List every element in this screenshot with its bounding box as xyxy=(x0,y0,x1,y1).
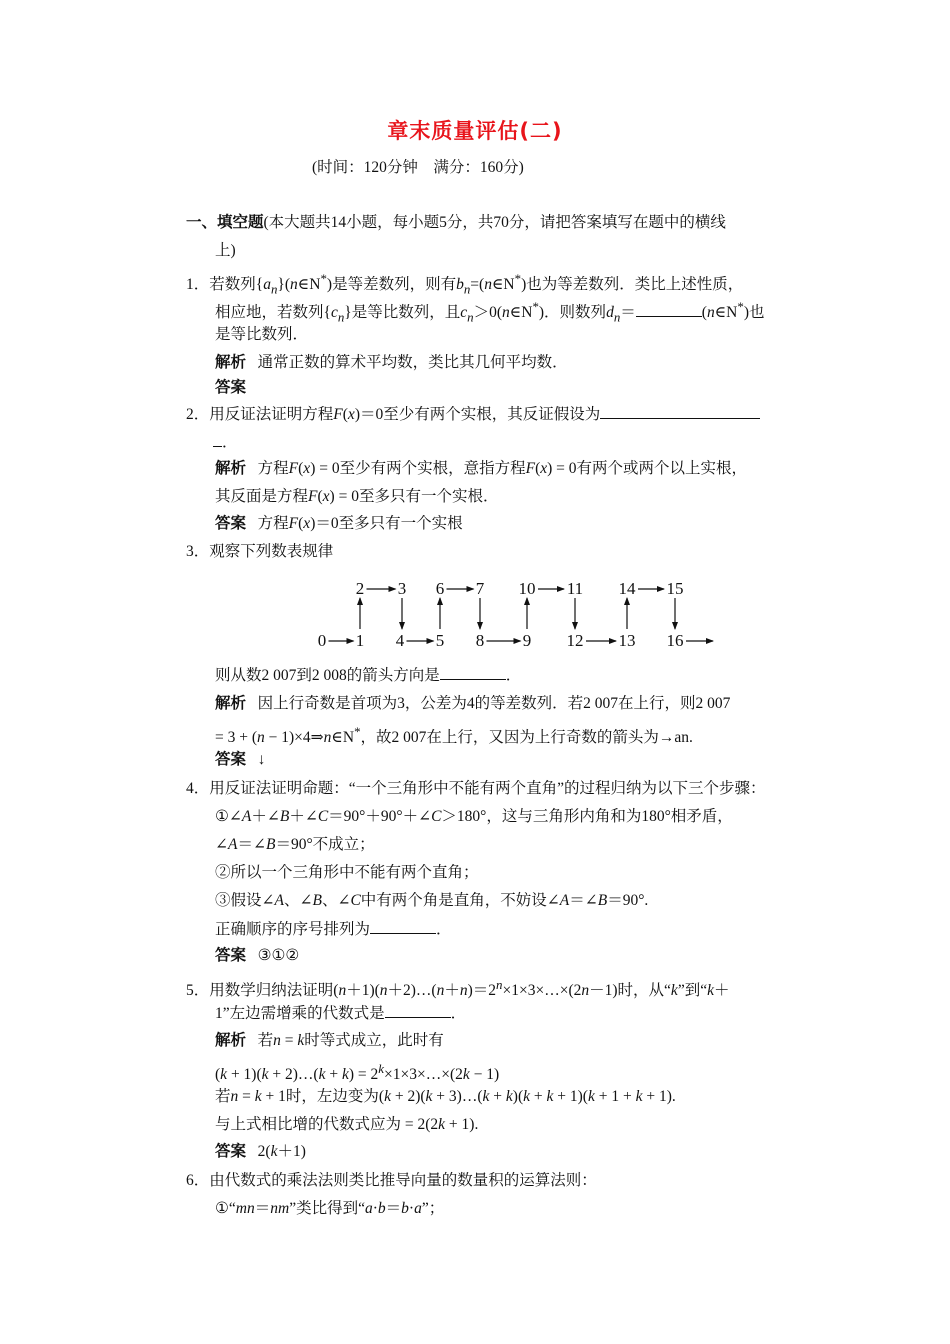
q3-line1: 3．观察下列数表规律 xyxy=(186,543,334,560)
q3-analysis-1: 解析 因上行奇数是首项为3，公差为4的等差数列．若2 007在上行，则2 007 xyxy=(215,695,731,712)
q6-line2: ①“mn＝nm”类比得到“a·b＝b·a”； xyxy=(215,1200,445,1217)
q2-answer: 答案 方程F(x)＝0至多只有一个实根 xyxy=(215,515,463,532)
diagram-number-bottom: 16 xyxy=(666,631,684,650)
diagram-number-bottom: 12 xyxy=(566,631,584,650)
q1-line3: 是等比数列． xyxy=(215,326,309,343)
q5-analysis-4: 与上式相比增的代数式应为 = 2(2k + 1). xyxy=(215,1116,479,1133)
answer-blank xyxy=(370,919,436,934)
diagram-number-bottom: 13 xyxy=(618,631,636,650)
q5-answer: 答案 2(k＋1) xyxy=(215,1143,306,1160)
q3-analysis-2: = 3 + (n − 1)×4⇒n∈N*，故2 007在上行，又因为上行奇数的箭头为→an. xyxy=(215,724,693,747)
diagram-number-bottom: 1 xyxy=(355,631,365,650)
q1-line2: 相应地，若数列$\{c_n\}$是等比数列，且$c_n>0(n\in N^*)$．则数列$d_n=$ (n∈N*)也 xyxy=(215,299,765,325)
diagram-number-top: 11 xyxy=(566,579,584,598)
q3-line2: 则从数2 007到2 008的箭头方向是 ． xyxy=(215,667,522,684)
diagram-number-top: 14 xyxy=(618,579,636,598)
diagram-number-bottom: 9 xyxy=(522,631,532,650)
exam-info: (时间：120分钟 满分：160分) xyxy=(312,159,524,176)
q2-line1: 2．用反证法证明方程F(x)＝0至少有两个实根，其反证假设为 xyxy=(186,404,760,425)
q2-analysis-1: 解析 方程F(x) = 0至少有两个实根，意指方程F(x) = 0有两个或两个以上实根， xyxy=(215,460,748,477)
q2-line2: ． xyxy=(213,432,238,453)
q5-analysis-2: (k + 1)(k + 2)…(k + $k) = 2^k\times 1\times 3\times\dots\times(2k - 1)$ xyxy=(215,1061,500,1084)
number-arrow-diagram xyxy=(300,572,720,654)
q5-analysis-3: 若n = k + 1时，左边变为(k + 2)(k + 3)…(k + k)(k + k + 1)(k + 1 + k + 1). xyxy=(215,1088,676,1105)
q4-step1: ①∠A＋∠B＋∠C＝90°＋90°＋∠C＞180°，这与三角形内角和为180°相矛盾， xyxy=(215,808,733,825)
q1-line1: 1．若数列$\{a_n\}(n\in N^*)$是等差数列，则有$b_n=(n\in N^*)$也为等差数列．类比上述性质， xyxy=(186,271,744,297)
answer-blank xyxy=(636,302,702,317)
section-heading xyxy=(186,213,726,233)
diagram-number-bottom: 4 xyxy=(395,631,405,650)
diagram-number-bottom: 0 xyxy=(317,631,327,650)
diagram-number-top: 15 xyxy=(666,579,684,598)
page-title: 章末质量评估(二) xyxy=(387,119,563,143)
section-desc-cont: 上) xyxy=(215,242,236,259)
section-desc: (本大题共14小题，每小题5分，共70分，请把答案填写在题中的横线 xyxy=(263,214,726,231)
q2-analysis-2: 其反面是方程F(x) = 0至多只有一个实根． xyxy=(215,488,499,505)
diagram-number-top: 6 xyxy=(435,579,445,598)
q4-line1: 4．用反证法证明命题：“一个三角形中不能有两个直角”的过程归纳为以下三个步骤： xyxy=(186,780,766,797)
q5-analysis-1: 解析 若n = k时等式成立，此时有 xyxy=(215,1032,444,1049)
answer-blank xyxy=(600,404,760,419)
q4-answer: 答案 ③①② xyxy=(215,947,300,964)
q4-step3: ③假设∠A、∠B、∠C中有两个角是直角，不妨设∠A＝∠B＝90°. xyxy=(215,892,649,909)
q3-answer: 答案 ↓ xyxy=(215,751,266,768)
diagram-number-top: 2 xyxy=(355,579,365,598)
q5-line1: 5．用数学归纳法证明$(n+1)(n+2)\dots(n+n)=2^n\times 1\times 3\times\dots\times(2n-1)$时，从“k”到“k＋ xyxy=(186,977,730,1000)
q4-step2: ②所以一个三角形中不能有两个直角； xyxy=(215,864,479,881)
q6-line1: 6．由代数式的乘法法则类比推导向量的数量积的运算法则： xyxy=(186,1172,597,1189)
answer-blank xyxy=(440,665,506,680)
section-title: 一、填空题 xyxy=(186,214,264,231)
diagram-number-top: 10 xyxy=(518,579,536,598)
diagram-number-bottom: 8 xyxy=(475,631,485,650)
answer-blank xyxy=(385,1003,451,1018)
q1-answer: 答案 xyxy=(215,379,247,396)
diagram-number-top: 3 xyxy=(397,579,407,598)
q1-analysis: 解析 通常正数的算术平均数，类比其几何平均数． xyxy=(215,354,568,371)
q4-step1-cont: ∠A＝∠B＝90°不成立； xyxy=(215,836,375,853)
q4-order: 正确顺序的序号排列为 ． xyxy=(215,921,452,938)
diagram-number-top: 7 xyxy=(475,579,485,598)
diagram-number-bottom: 5 xyxy=(435,631,445,650)
q5-line2: 1”左边需增乘的代数式是 ． xyxy=(215,1005,467,1022)
